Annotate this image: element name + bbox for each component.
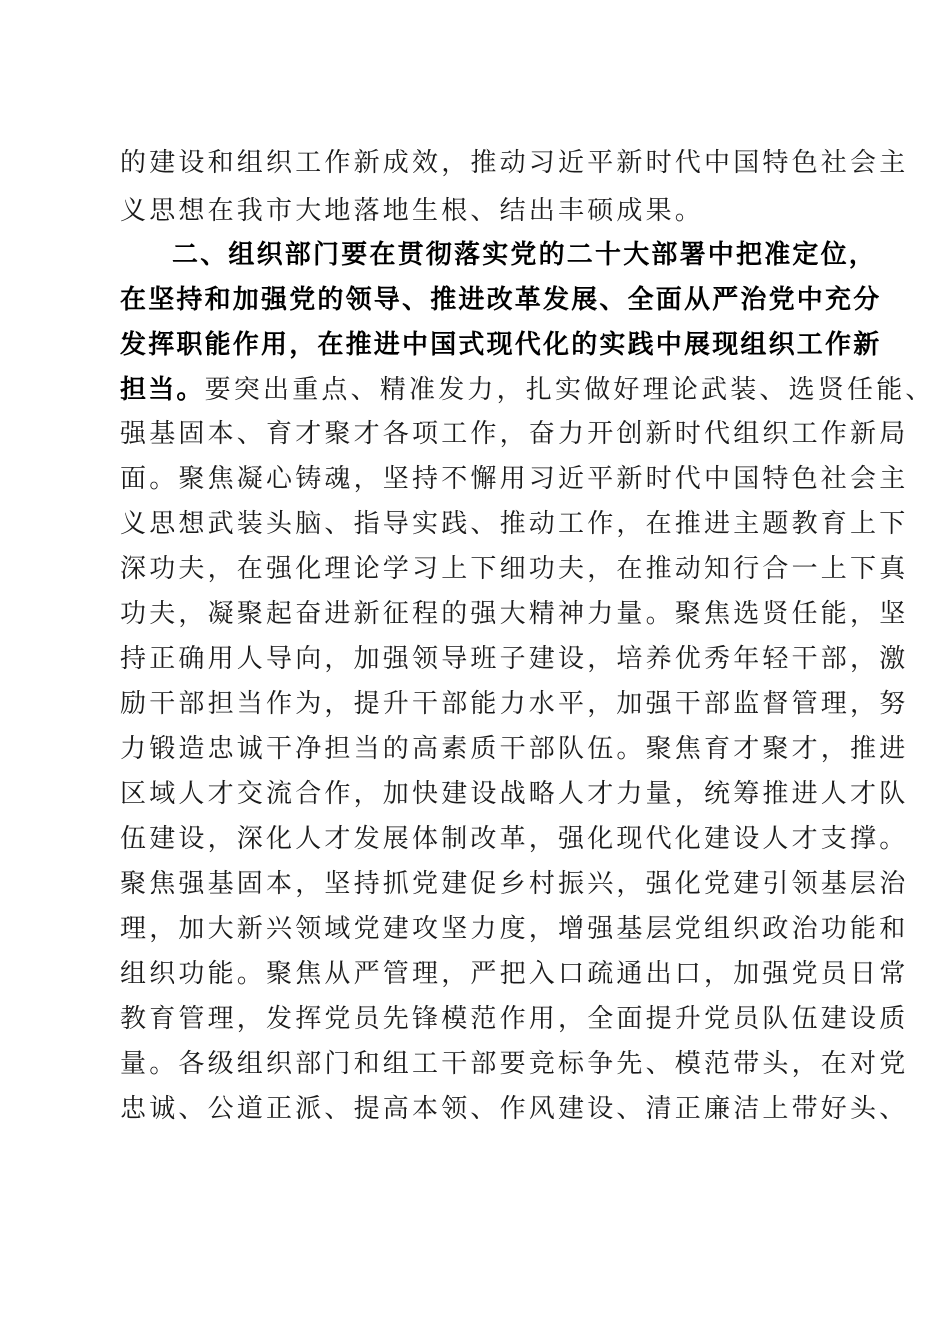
text-line: 功夫，凝聚起奋进新征程的强大精神力量。聚焦选贤任能，坚 <box>120 599 909 629</box>
text-line: 组织功能。聚焦从严管理，严把入口疏通出口，加强党员日常 <box>120 959 909 989</box>
section-heading-line: 在坚持和加强党的领导、推进改革发展、全面从严治党中充分 <box>120 285 882 315</box>
text-line: 的建设和组织工作新成效，推动习近平新时代中国特色社会主 <box>120 148 909 178</box>
text-line: 励干部担当作为，提升干部能力水平，加强干部监督管理，努 <box>120 689 909 719</box>
text-line: 忠诚、公道正派、提高本领、作风建设、清正廉洁上带好头、 <box>120 1094 909 1124</box>
text-line: 持正确用人导向，加强领导班子建设，培养优秀年轻干部，激 <box>120 644 909 674</box>
text-line: 强基固本、育才聚才各项工作，奋力开创新时代组织工作新局 <box>120 419 909 449</box>
text-line: 教育管理，发挥党员先锋模范作用，全面提升党员队伍建设质 <box>120 1004 909 1034</box>
text-line: 深功夫，在强化理论学习上下细功夫，在推动知行合一上下真 <box>120 554 909 584</box>
section-heading-line: 发挥职能作用，在推进中国式现代化的实践中展现组织工作新 <box>120 330 882 360</box>
text-segment: 要突出重点、精准发力，扎实做好理论武装、选贤任能、 <box>204 375 935 405</box>
text-line: 力锻造忠诚干净担当的高素质干部队伍。聚焦育才聚才，推进 <box>120 734 909 764</box>
text-line: 义思想武装头脑、指导实践、推动工作，在推进主题教育上下 <box>120 509 909 539</box>
text-line: 义思想在我市大地落地生根、结出丰硕成果。 <box>120 196 705 226</box>
text-line <box>120 366 935 414</box>
section-heading-line: 二、组织部门要在贯彻落实党的二十大部署中把准定位， <box>172 240 878 270</box>
text-line: 面。聚焦凝心铸魂，坚持不懈用习近平新时代中国特色社会主 <box>120 464 909 494</box>
section-heading-end: 担当。 <box>120 375 205 405</box>
text-line: 伍建设，深化人才发展体制改革，强化现代化建设人才支撑。 <box>120 824 909 854</box>
text-line: 区域人才交流合作，加快建设战略人才力量，统筹推进人才队 <box>120 779 909 809</box>
text-line: 理，加大新兴领域党建攻坚力度，增强基层党组织政治功能和 <box>120 914 909 944</box>
text-line: 聚焦强基固本，坚持抓党建促乡村振兴，强化党建引领基层治 <box>120 869 909 899</box>
text-line: 量。各级组织部门和组工干部要竞标争先、模范带头，在对党 <box>120 1049 909 1079</box>
